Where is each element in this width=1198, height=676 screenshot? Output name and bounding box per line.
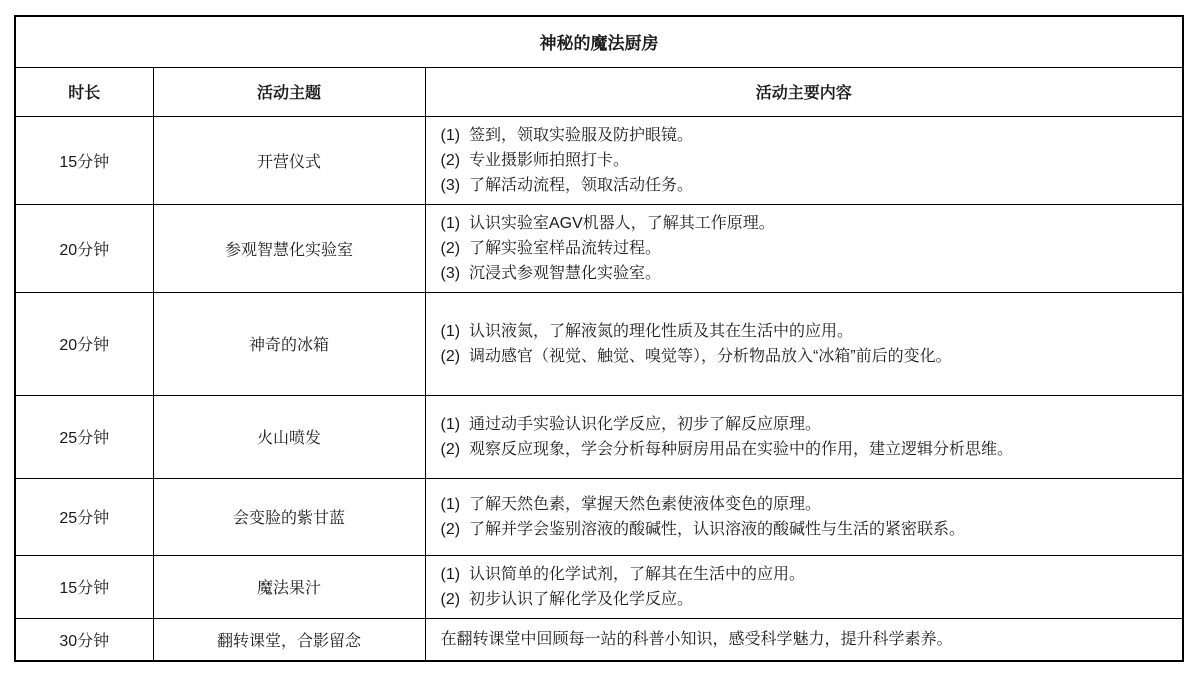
table-row <box>15 395 1183 478</box>
table-row <box>15 555 1183 618</box>
content-cell <box>425 204 1183 292</box>
duration-cell: 30分钟 <box>15 618 153 661</box>
content-line: (2) 专业摄影师拍照打卡。 <box>440 151 629 169</box>
duration-cell: 15分钟 <box>15 555 153 618</box>
content-line: (1) 认识液氮，了解液氮的理化性质及其在生活中的应用。 <box>440 322 853 340</box>
table-row <box>15 116 1183 204</box>
theme-cell: 火山喷发 <box>153 395 425 478</box>
content-line: (2) 调动感官（视觉、触觉、嗅觉等），分析物品放入“冰箱”前后的变化。 <box>440 347 952 365</box>
duration-cell: 20分钟 <box>15 204 153 292</box>
table-row <box>15 292 1183 395</box>
duration-cell: 25分钟 <box>15 478 153 555</box>
content-line: (2) 观察反应现象，学会分析每种厨房用品在实验中的作用，建立逻辑分析思维。 <box>440 440 1013 458</box>
duration-cell: 20分钟 <box>15 292 153 395</box>
theme-cell: 开营仪式 <box>153 116 425 204</box>
content-line: (1) 认识实验室AGV机器人，了解其工作原理。 <box>440 214 775 232</box>
theme-cell: 翻转课堂，合影留念 <box>153 618 425 661</box>
activity-schedule-table <box>14 15 1184 662</box>
column-header-duration: 时长 <box>15 67 153 116</box>
content-line: (1) 了解天然色素，掌握天然色素使液体变色的原理。 <box>440 495 821 513</box>
content-cell <box>425 116 1183 204</box>
content-line: (1) 通过动手实验认识化学反应，初步了解反应原理。 <box>440 415 821 433</box>
content-line: (3) 了解活动流程，领取活动任务。 <box>440 176 693 194</box>
theme-cell: 参观智慧化实验室 <box>153 204 425 292</box>
column-header-theme: 活动主题 <box>153 67 425 116</box>
table-row <box>15 204 1183 292</box>
theme-cell: 神奇的冰箱 <box>153 292 425 395</box>
duration-cell: 25分钟 <box>15 395 153 478</box>
content-line: 在翻转课堂中回顾每一站的科普小知识，感受科学魅力，提升科学素养。 <box>440 630 953 648</box>
theme-cell: 魔法果汁 <box>153 555 425 618</box>
content-line: (2) 初步认识了解化学及化学反应。 <box>440 590 693 608</box>
table-row <box>15 478 1183 555</box>
content-line: (1) 签到，领取实验服及防护眼镜。 <box>440 126 693 144</box>
table-title: 神秘的魔法厨房 <box>15 16 1183 67</box>
title-row <box>15 16 1183 67</box>
theme-cell: 会变脸的紫甘蓝 <box>153 478 425 555</box>
content-line: (2) 了解并学会鉴别溶液的酸碱性，认识溶液的酸碱性与生活的紧密联系。 <box>440 520 965 538</box>
content-cell <box>425 292 1183 395</box>
column-header-content: 活动主要内容 <box>425 67 1183 116</box>
table-row <box>15 618 1183 661</box>
content-cell <box>425 618 1183 661</box>
content-cell <box>425 555 1183 618</box>
content-cell <box>425 478 1183 555</box>
duration-cell: 15分钟 <box>15 116 153 204</box>
content-cell <box>425 395 1183 478</box>
header-row <box>15 67 1183 116</box>
content-line: (1) 认识简单的化学试剂，了解其在生活中的应用。 <box>440 565 805 583</box>
content-line: (2) 了解实验室样品流转过程。 <box>440 239 661 257</box>
content-line: (3) 沉浸式参观智慧化实验室。 <box>440 264 661 282</box>
